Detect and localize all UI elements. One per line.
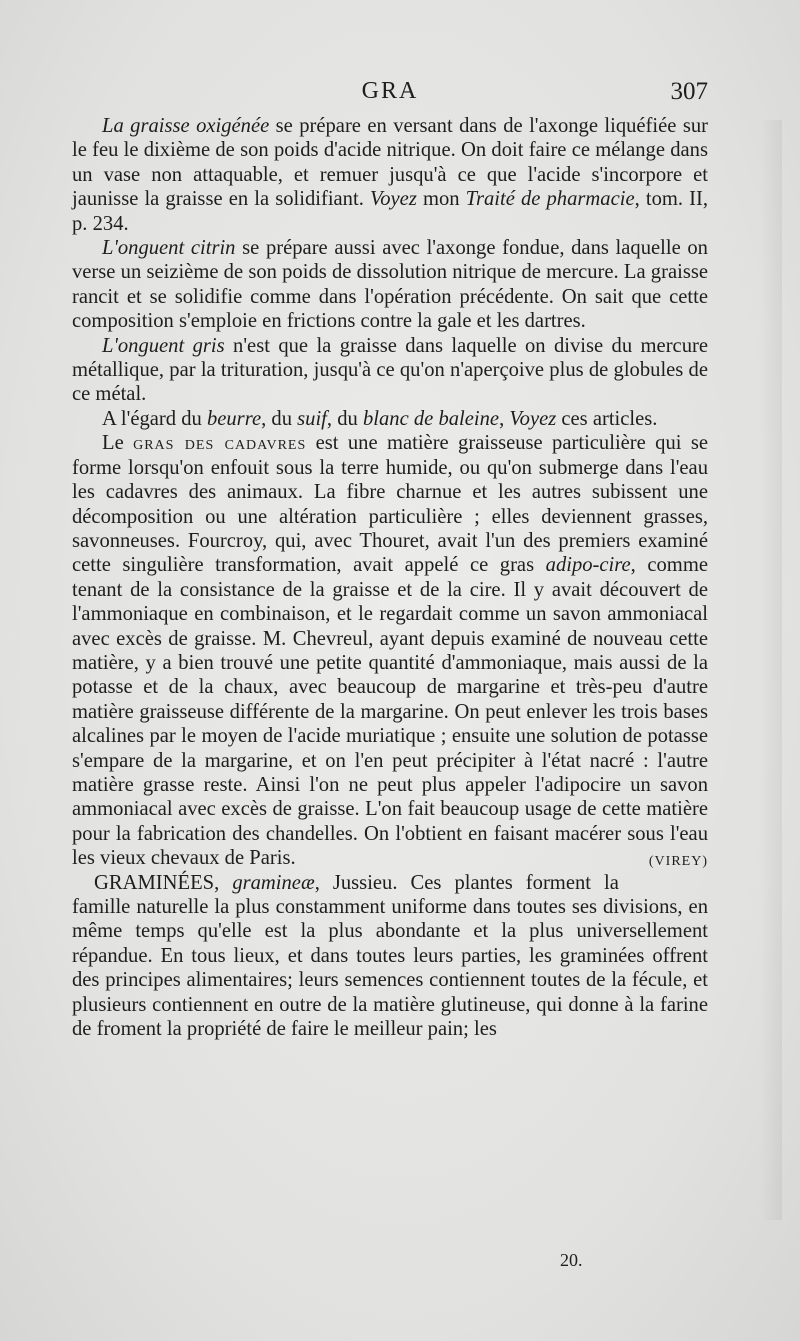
running-title: GRA	[361, 78, 419, 104]
latin-name: gramineæ	[232, 871, 315, 894]
page-number: 307	[670, 78, 708, 105]
paragraph-onguent-gris: L'onguent gris n'est que la graisse dans laquelle on divise du mercure métallique, par la trituration, jusqu'à ce qu'on n'aperçoive plus de globules de ce métal.	[72, 334, 708, 406]
running-header	[70, 78, 710, 112]
paragraph-renvois: A l'égard du beurre, du suif, du blanc de baleine, Voyez ces articles.	[102, 407, 658, 430]
term: L'onguent citrin	[102, 237, 236, 260]
paragraph-graisse-oxigenee: La graisse oxigénée se prépare en versant dans de l'axonge liquéfiée sur le feu le dixième de son poids d'acide nitrique. On doit faire ce mélange dans un vase non attaquable, et remuer jusqu'à ce que l'acide s'incorpore et jaunisse la graisse en la solidifiant. Voyez mon Traité de pharmacie, tom. II, p. 234.	[72, 115, 708, 235]
term: La graisse oxigénée	[102, 115, 270, 137]
entry-graminees: GRAMINÉES, gramineæ, Jussieu. Ces plantes forment la famille naturelle la plus constamment uniforme dans toutes ses divisions, en même temps qu'elle est la plus abondante et la plus universellement répandue. En tous lieux, et dans toutes leurs parties, les graminées offrent des principes alimentaires; leurs semences contiennent toutes de la fécule, et plusieurs contiennent en outre de la matière glutineuse, qui donne à la farine de froment la propriété de faire le meilleur pain; les	[72, 871, 708, 1041]
term: gras des cadavres	[133, 432, 307, 455]
page-body	[72, 114, 708, 1041]
page-edge-shadow	[760, 120, 782, 1220]
author-signature: (VIREY)	[648, 854, 708, 870]
entry-headword: GRAMINÉES	[94, 871, 215, 894]
paragraph-onguent-citrin: L'onguent citrin se prépare aussi avec l'axonge fondue, dans laquelle on verse un seizième de son poids de dissolution nitrique de mercure. La graisse rancit et se solidifie comme dans l'opération précédente. On sait que cette composition s'emploie en frictions contre la gale et les dartres.	[72, 237, 708, 333]
term: L'onguent gris	[102, 334, 225, 357]
paragraph-gras-des-cadavres: Le gras des cadavres est une matière graisseuse particulière qui se forme lorsqu'on enfouit sous la terre humide, ou qu'on submerge dans l'eau les cadavres des animaux. La fibre charnue et les autres subissent une décomposition ou une altération particulière ; elles deviennent grasses, savonneuses. Fourcroy, qui, avec Thouret, avait l'un des premiers examiné cette singulière transformation, avait appelé ce gras adipo-cire, comme tenant de la consistance de la graisse et de la cire. Il y avait découvert de l'ammoniaque en combinaison, et le regardait comme un savon ammoniacal avec excès de graisse. M. Chevreul, ayant depuis examiné de nouveau cette matière, y a bien trouvé une petite quantité d'ammoniaque, mais aussi de la potasse et de la chaux, avec beaucoup de margarine et très-peu d'autre matière graisseuse différente de la margarine. On peut enlever les trois bases alcalines par le moyen de l'acide muriatique ; ensuite une solution de potasse s'empare de la margarine, et on l'en peut précipiter à l'état nacré : l'autre matière grasse reste. Ainsi l'on ne peut plus appeler l'adipocire un savon ammoniacal avec excès de graisse. L'on fait beaucoup usage de cette matière pour la fabrication des chandelles. On l'obtient en faisant macérer sous l'eau les vieux chevaux de Paris. (VIREY)	[72, 431, 708, 870]
signature-mark: 20.	[560, 1250, 583, 1270]
